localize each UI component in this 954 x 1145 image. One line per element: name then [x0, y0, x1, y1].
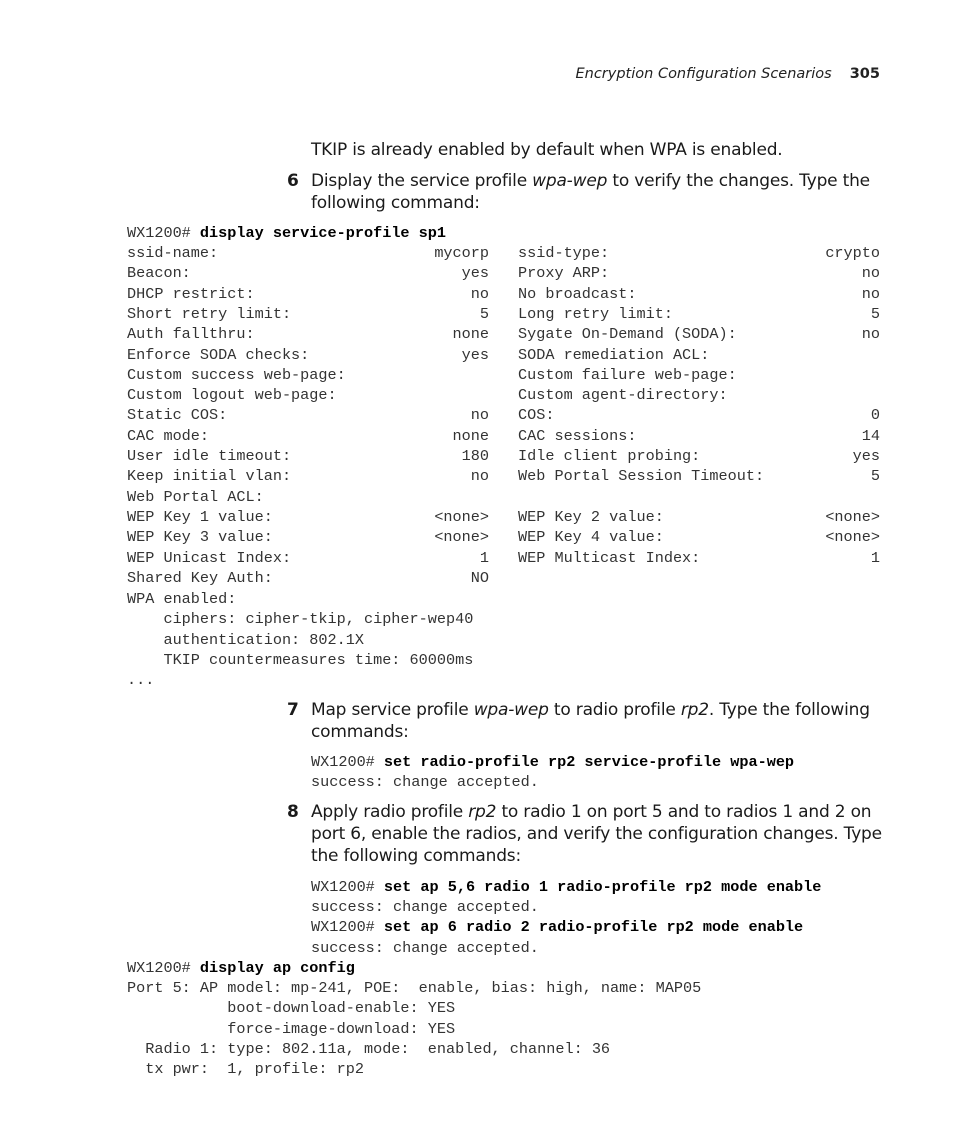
- profile-row: [127, 304, 880, 324]
- setting-value: yes: [461, 264, 489, 283]
- setting-value: 5: [479, 304, 489, 323]
- profile-row: [127, 365, 880, 385]
- setting-value: yes: [852, 447, 880, 465]
- command-result: success: change accepted.: [311, 939, 539, 957]
- setting-name: WEP Key 2 value:: [518, 507, 664, 526]
- setting-value: none: [452, 426, 489, 445]
- intro-paragraph: TKIP is already enabled by default when WPA is enabled.: [311, 140, 783, 160]
- setting-name: COS:: [518, 406, 555, 425]
- setting-name: Proxy ARP:: [518, 264, 610, 283]
- profile-row: [127, 405, 880, 425]
- output-line: tx pwr: 1, profile: rp2: [127, 1060, 364, 1079]
- setting-name: WEP Key 4 value:: [518, 528, 664, 547]
- setting-value: 180: [461, 447, 489, 465]
- output-line: ...: [127, 671, 155, 690]
- setting-name: ssid-name:: [127, 244, 219, 262]
- setting-value: <none>: [434, 528, 489, 547]
- output-line: Port 5: AP model: mp-241, POE: enable, bias: high, name: MAP05: [127, 979, 702, 997]
- output-line: WPA enabled:: [127, 590, 237, 608]
- setting-name: SODA remediation ACL:: [518, 345, 710, 364]
- setting-name: CAC sessions:: [518, 426, 637, 445]
- setting-value: 1: [479, 548, 489, 567]
- setting-value: none: [452, 325, 489, 344]
- setting-value: <none>: [825, 528, 880, 547]
- setting-value: mycorp: [434, 244, 489, 262]
- output-line: force-image-download: YES: [127, 1019, 456, 1038]
- setting-name: Idle client probing:: [518, 447, 701, 465]
- setting-name: WEP Key 1 value:: [127, 507, 273, 526]
- setting-name: Shared Key Auth:: [127, 568, 273, 587]
- chapter-title: Encryption Configuration Scenarios: [575, 66, 832, 82]
- profile-row: [127, 568, 880, 588]
- step-6-text: Display the service profile wpa-wep to verify the changes. Type the following command:: [311, 171, 870, 213]
- setting-value: no: [861, 264, 880, 283]
- setting-name: Web Portal Session Timeout:: [518, 467, 765, 486]
- setting-name: Beacon:: [127, 264, 191, 283]
- setting-value: 14: [861, 426, 880, 445]
- profile-row: [127, 487, 880, 507]
- setting-name: No broadcast:: [518, 284, 637, 303]
- display-service-profile-command: WX1200# display service-profile sp1: [127, 224, 446, 242]
- step-8-number: 8: [287, 802, 299, 822]
- setting-value: no: [470, 467, 489, 486]
- profile-row: [127, 284, 880, 304]
- setting-name: Enforce SODA checks:: [127, 345, 310, 364]
- setting-value: NO: [470, 568, 489, 587]
- profile-row: [127, 548, 880, 568]
- running-header: [575, 66, 880, 82]
- output-line: boot-download-enable: YES: [127, 999, 456, 1018]
- profile-row: [127, 263, 880, 283]
- output-line: ciphers: cipher-tkip, cipher-wep40: [127, 610, 474, 629]
- setting-name: WEP Unicast Index:: [127, 548, 292, 567]
- setting-value: no: [470, 284, 489, 303]
- profile-row: [127, 243, 880, 263]
- setting-value: yes: [461, 345, 489, 364]
- output-line: authentication: 802.1X: [127, 630, 364, 649]
- set-ap-radio2-command: WX1200# set ap 6 radio 2 radio-profile rp2 mode enable: [311, 918, 804, 936]
- profile-row: [127, 426, 880, 446]
- command-result: success: change accepted.: [311, 773, 539, 791]
- profile-row: [127, 385, 880, 405]
- setting-name: WEP Multicast Index:: [518, 548, 701, 567]
- setting-name: Static COS:: [127, 406, 228, 425]
- profile-row: [127, 324, 880, 344]
- step-7-number: 7: [287, 700, 299, 720]
- setting-name: User idle timeout:: [127, 447, 292, 465]
- profile-row: [127, 466, 880, 486]
- step-8-text: Apply radio profile rp2 to radio 1 on port 5 and to radios 1 and 2 on port 6, enable the radios, and verify the configuration changes. Type the following commands:: [311, 802, 882, 866]
- setting-value: 5: [870, 467, 880, 486]
- output-line: TKIP countermeasures time: 60000ms: [127, 650, 474, 669]
- setting-name: Custom logout web-page:: [127, 386, 337, 405]
- setting-name: Custom failure web-page:: [518, 365, 737, 384]
- setting-name: Long retry limit:: [518, 304, 673, 323]
- setting-name: Custom agent-directory:: [518, 386, 728, 405]
- set-ap-radio1-command: WX1200# set ap 5,6 radio 1 radio-profile rp2 mode enable: [311, 878, 822, 896]
- setting-name: ssid-type:: [518, 244, 610, 262]
- setting-value: 5: [870, 304, 880, 323]
- command-result: success: change accepted.: [311, 898, 539, 916]
- setting-value: <none>: [825, 507, 880, 526]
- setting-value: 0: [870, 406, 880, 425]
- setting-value: crypto: [825, 244, 880, 262]
- setting-value: no: [861, 325, 880, 344]
- setting-name: Custom success web-page:: [127, 365, 346, 384]
- profile-row: [127, 446, 880, 466]
- output-line: Radio 1: type: 802.11a, mode: enabled, channel: 36: [127, 1039, 611, 1058]
- setting-value: <none>: [434, 507, 489, 526]
- setting-name: DHCP restrict:: [127, 284, 255, 303]
- set-radio-profile-command: WX1200# set radio-profile rp2 service-profile wpa-wep: [311, 753, 795, 771]
- display-ap-config-command: WX1200# display ap config: [127, 959, 355, 977]
- setting-value: no: [470, 406, 489, 425]
- setting-value: 1: [870, 548, 880, 567]
- step-6-number: 6: [287, 171, 299, 191]
- page-number: 305: [849, 66, 880, 82]
- setting-name: Sygate On-Demand (SODA):: [518, 325, 737, 344]
- profile-row: [127, 507, 880, 527]
- setting-name: CAC mode:: [127, 426, 210, 445]
- setting-name: WEP Key 3 value:: [127, 528, 273, 547]
- profile-row: [127, 345, 880, 365]
- setting-name: Keep initial vlan:: [127, 467, 292, 486]
- setting-value: no: [861, 284, 880, 303]
- step-7-text: Map service profile wpa-wep to radio profile rp2. Type the following commands:: [311, 700, 870, 742]
- profile-row: [127, 527, 880, 547]
- setting-name: Auth fallthru:: [127, 325, 255, 344]
- setting-name: Web Portal ACL:: [127, 487, 264, 506]
- setting-name: Short retry limit:: [127, 304, 292, 323]
